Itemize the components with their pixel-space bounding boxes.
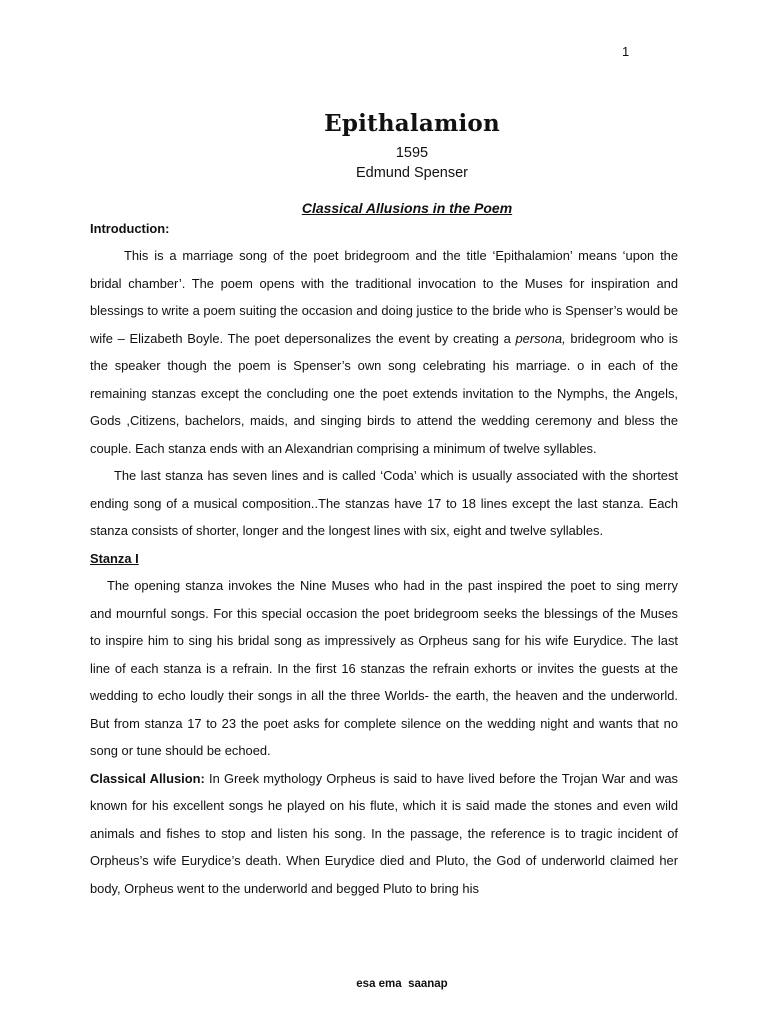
document-title: Epithalamion [324,110,500,137]
author-name: Edmund Spenser [355,165,469,181]
classical-allusion-paragraph [90,765,678,903]
document-header [0,110,768,183]
introduction-heading: Introduction: [90,221,170,236]
stanza-1-heading-wrapper [90,545,678,573]
introduction-paragraph-1 [90,242,678,462]
classical-allusion-text: In Greek mythology Orpheus is said to have lived before the Trojan War and was known for his excellent songs he played on his flute, which it is said made the stones and even wild animals and fishes to stop and listen his song. In the passage, the reference is to tragic incident of Orpheus’s wife Eurydice’s death. When Eurydice died and Pluto, the God of underworld claimed her body, Orpheus went to the underworld and begged Pluto to bring his [90,770,679,896]
persona-italic: persona, [515,330,566,346]
intro-text-part-2: bridegroom who is the speaker though the poem is Spenser’s own song celebrating his marriage. o in each of the remaining stanzas except the concluding one the poet extends invitation to the Nymphs, the Angels, Gods ,Citizens, bachelors, maids, and singing birds to attend the wedding ceremony and bless the couple. Each stanza ends with an Alexandrian comprising a minimum of twelve syllables. [90,330,678,456]
page-footer: esa ema saanap [356,978,448,990]
classical-allusion-label: Classical Allusion: [90,770,205,786]
document-body [90,220,678,902]
introduction-paragraph-2: The last stanza has seven lines and is called ‘Coda’ which is usually associated with the shortest ending song of a musical composition..The stanzas have 17 to 18 lines except the last stanza. Each stanza consists of shorter, longer and the longest lines with six, eight and twelve syllables. [90,468,678,538]
stanza-1-paragraph: The opening stanza invokes the Nine Muses who had in the past inspired the poet to sing merry and mournful songs. For this special occasion the poet bridegroom seeks the blessings of the Muses to inspire him to sing his bridal song as impressively as Orpheus sang for his wife Eurydice. The last line of each stanza is a refrain. In the first 16 stanzas the refrain exhorts or invites the guests at the wedding to echo loudly their songs in all the three Worlds- the earth, the heaven and the underworld. But from stanza 17 to 23 the poet asks for complete silence on the wedding night and wants that no song or tune should be echoed. [90,578,678,758]
stanza-1-heading: Stanza I [90,550,139,566]
intro-text-part-1: This is a marriage song of the poet bridegroom and the title ‘Epithalamion’ means ‘upon the bridal chamber’. The poem opens with the traditional invocation to the Muses for inspiration and blessings to write a poem suiting the occasion and doing justice to the bride who is Spenser’s would be wife – Elizabeth Boyle. The poet depersonalizes the event by creating a [90,248,678,346]
publication-year: 1595 [395,145,429,161]
section-title: Classical Allusions in the Poem [301,200,513,216]
page-number: 1 [622,44,630,59]
